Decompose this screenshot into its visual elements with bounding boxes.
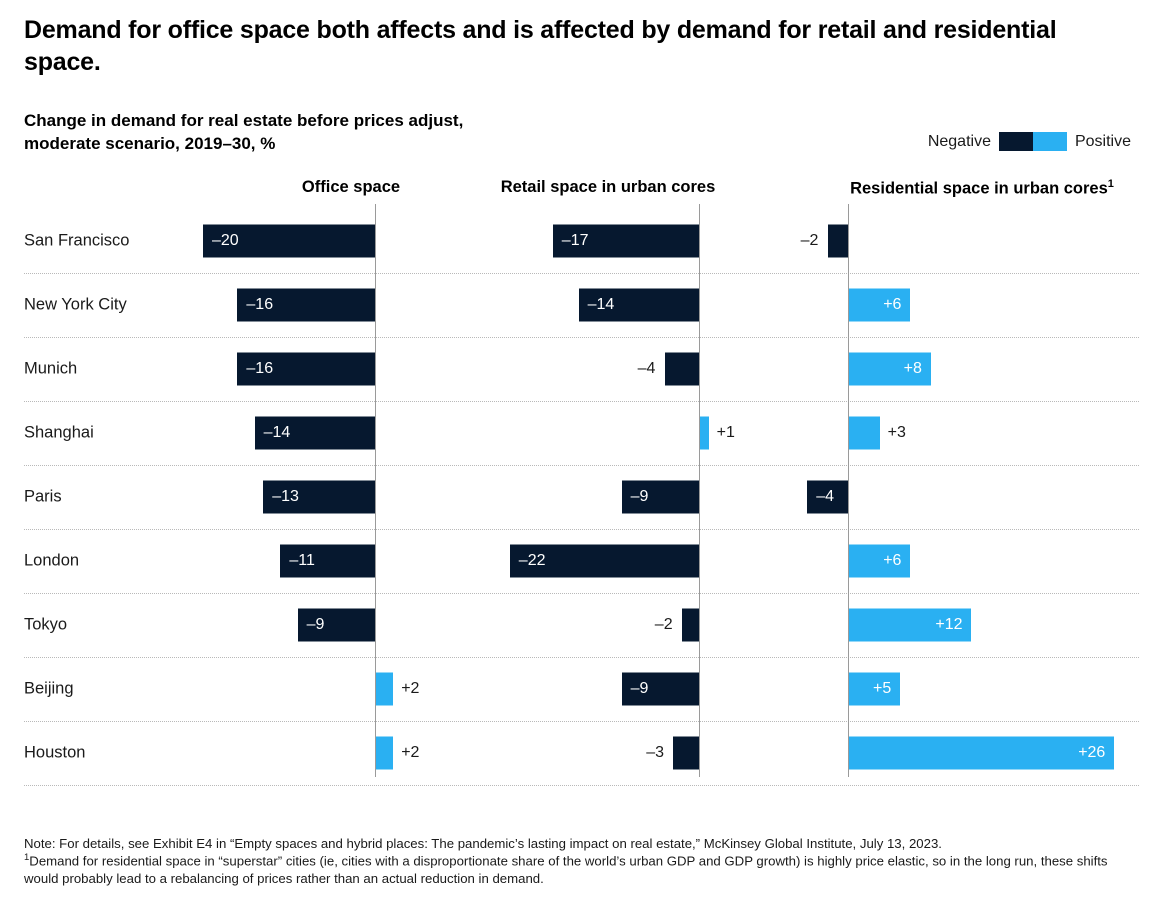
table-row <box>24 402 1139 466</box>
bar-value-office: –13 <box>272 488 299 506</box>
column-headers <box>24 178 1139 204</box>
bar-value-office: –20 <box>212 232 239 250</box>
zero-axis-retail <box>699 204 700 777</box>
table-row <box>24 722 1139 786</box>
row-label-new-york-city: New York City <box>24 295 127 314</box>
bar-value-retail: –14 <box>587 296 615 314</box>
bar-value-retail: –9 <box>630 488 649 506</box>
column-header-retail <box>501 178 716 197</box>
footnote-1-text: Demand for residential space in “superstar” cities (ie, cities with a disproportionate share of the world’s urban GDP and GDP growth) is highly price elastic, so in the long run, these shifts would probably lead to a rebalancing of prices rather than an actual reduction in demand. <box>24 853 1108 887</box>
column-header-office <box>302 178 400 197</box>
bar-value-residential: +6 <box>883 552 902 570</box>
zero-axis-office <box>375 204 376 777</box>
chart-subtitle <box>24 110 463 156</box>
chart-page <box>0 14 1163 900</box>
chart-rows <box>24 210 1139 786</box>
footnote-note: Note: For details, see Exhibit E4 in “Empty spaces and hybrid places: The pandemic’s lasting impact on real estate,” McKinsey Global Institute, July 13, 2023. <box>24 835 942 851</box>
bar-value-residential: +6 <box>883 296 902 314</box>
bar-value-retail: –9 <box>630 680 649 698</box>
table-row <box>24 530 1139 594</box>
legend <box>920 132 1139 151</box>
footnote-1 <box>24 852 1139 888</box>
bar-value-retail: –17 <box>561 232 589 250</box>
chart-subtitle-line1: Change in demand for real estate before prices adjust, <box>24 111 464 130</box>
table-row <box>24 338 1139 402</box>
column-header-label: Residential space in urban cores <box>850 179 1108 198</box>
page-title: Demand for office space both affects and is affected by demand for retail and residential space. <box>24 16 1057 76</box>
bar-value-retail: +1 <box>716 424 735 442</box>
column-header-label: Office space <box>301 177 401 196</box>
bar-residential <box>849 737 1114 770</box>
row-label-shanghai: Shanghai <box>24 423 94 442</box>
row-label-san-francisco: San Francisco <box>24 231 130 250</box>
chart-area <box>24 178 1139 770</box>
legend-negative-swatch <box>999 132 1033 151</box>
bar-value-residential: +5 <box>873 680 892 698</box>
table-row <box>24 210 1139 274</box>
bar-office <box>376 673 393 706</box>
row-label-tokyo: Tokyo <box>24 615 68 634</box>
bar-value-office: –16 <box>246 360 274 378</box>
column-header-residential <box>850 178 1114 199</box>
chart-subtitle-line2: moderate scenario, 2019–30, % <box>24 133 276 153</box>
bar-value-residential: –2 <box>800 232 819 250</box>
row-label-houston: Houston <box>24 743 86 762</box>
bar-retail <box>700 417 709 450</box>
bar-value-residential: –4 <box>816 488 834 506</box>
legend-positive-swatch <box>1033 132 1067 151</box>
bar-value-retail: –3 <box>646 744 664 762</box>
bar-residential <box>849 417 880 450</box>
bar-retail <box>682 609 699 642</box>
zero-axis-residential <box>848 204 849 777</box>
bar-value-office: –11 <box>289 552 315 570</box>
legend-positive-label: Positive <box>1074 132 1131 150</box>
bar-value-office: +2 <box>401 744 420 762</box>
bar-value-retail: –22 <box>518 552 546 570</box>
bar-value-retail: –4 <box>637 360 656 378</box>
table-row <box>24 466 1139 530</box>
table-row <box>24 274 1139 338</box>
bar-value-residential: +3 <box>887 424 906 442</box>
column-header-footnote-marker: 1 <box>1107 177 1114 190</box>
bar-value-office: –16 <box>246 296 274 314</box>
column-header-label: Retail space in urban cores <box>500 177 716 196</box>
bar-value-office: +2 <box>401 680 420 698</box>
footnotes <box>24 835 1139 888</box>
subhead-row <box>24 110 1139 156</box>
legend-negative-label: Negative <box>927 132 991 150</box>
footnote-1-marker: 1 <box>24 852 30 864</box>
bar-retail <box>673 737 699 770</box>
bar-office <box>376 737 393 770</box>
row-label-beijing: Beijing <box>24 679 74 698</box>
row-label-paris: Paris <box>24 487 62 506</box>
row-label-munich: Munich <box>24 359 78 378</box>
bar-value-residential: +26 <box>1078 744 1106 762</box>
row-label-london: London <box>24 551 80 570</box>
bar-value-residential: +8 <box>903 360 922 378</box>
bar-value-office: –14 <box>263 424 291 442</box>
table-row <box>24 594 1139 658</box>
bar-residential <box>828 225 848 258</box>
bar-value-residential: +12 <box>935 616 963 634</box>
bar-retail <box>665 353 699 386</box>
bar-value-office: –9 <box>306 616 325 634</box>
table-row <box>24 658 1139 722</box>
bar-value-retail: –2 <box>654 616 673 634</box>
